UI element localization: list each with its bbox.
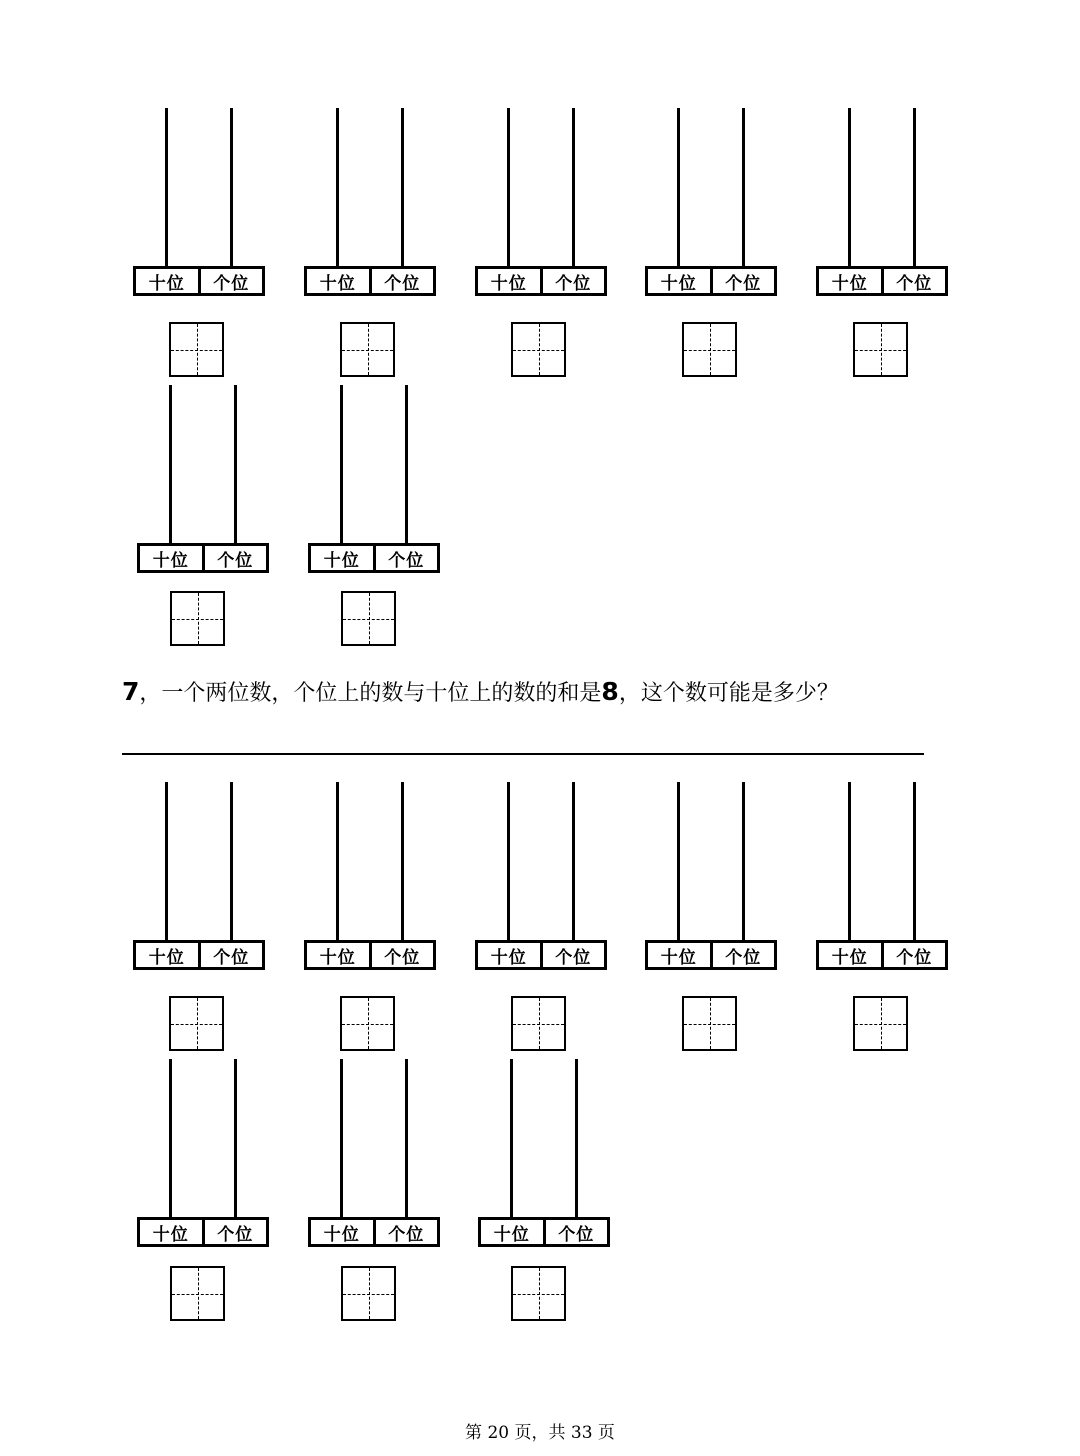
ones-rod (405, 385, 408, 545)
ones-label: 个位 (710, 269, 775, 293)
tens-label: 十位 (323, 550, 360, 571)
tens-label: 十位 (831, 273, 868, 294)
ones-label: 个位 (198, 943, 263, 967)
abacus (308, 1059, 440, 1247)
ones-label: 个位 (373, 546, 438, 570)
tens-rod (507, 108, 510, 268)
abacus-base (816, 266, 948, 296)
answer-box[interactable] (853, 322, 908, 377)
tens-rod (165, 108, 168, 268)
abacus-base (478, 1217, 610, 1247)
answer-box[interactable] (341, 1266, 396, 1321)
abacus-base (137, 1217, 269, 1247)
question-text-after: ，这个数可能是多少？ (618, 681, 839, 706)
tens-label: 十位 (148, 273, 185, 294)
tens-rod (165, 782, 168, 942)
abacus (816, 108, 948, 296)
answer-box[interactable] (340, 996, 395, 1051)
answer-box[interactable] (170, 1266, 225, 1321)
ones-label: 个位 (543, 1220, 608, 1244)
page-footer: 第 20 页，共 33 页 (465, 1423, 615, 1443)
abacus (475, 782, 607, 970)
abacus-base (816, 940, 948, 970)
answer-box[interactable] (511, 1266, 566, 1321)
abacus-base (475, 940, 607, 970)
abacus-base (645, 940, 777, 970)
abacus (816, 782, 948, 970)
ones-rod (913, 108, 916, 268)
tens-label: 十位 (660, 273, 697, 294)
answer-box[interactable] (682, 322, 737, 377)
abacus-base (133, 266, 265, 296)
ones-label: 个位 (881, 269, 946, 293)
abacus-base (645, 266, 777, 296)
tens-label: 十位 (319, 947, 356, 968)
tens-label: 十位 (319, 273, 356, 294)
ones-label: 个位 (198, 269, 263, 293)
abacus-base (308, 543, 440, 573)
ones-rod (401, 782, 404, 942)
tens-rod (510, 1059, 513, 1219)
tens-rod (336, 108, 339, 268)
abacus-base (308, 1217, 440, 1247)
tens-rod (677, 108, 680, 268)
abacus (645, 108, 777, 296)
ones-rod (742, 782, 745, 942)
abacus (478, 1059, 610, 1247)
answer-box[interactable] (169, 322, 224, 377)
abacus (645, 782, 777, 970)
tens-rod (848, 782, 851, 942)
tens-rod (169, 1059, 172, 1219)
answer-box[interactable] (853, 996, 908, 1051)
tens-rod (340, 1059, 343, 1219)
tens-label: 十位 (148, 947, 185, 968)
question-number: 7 (122, 677, 140, 706)
tens-label: 十位 (831, 947, 868, 968)
answer-box[interactable] (170, 591, 225, 646)
ones-rod (913, 782, 916, 942)
ones-rod (742, 108, 745, 268)
answer-box[interactable] (341, 591, 396, 646)
answer-box[interactable] (340, 322, 395, 377)
answer-box[interactable] (511, 996, 566, 1051)
ones-label: 个位 (710, 943, 775, 967)
ones-label: 个位 (369, 269, 434, 293)
tens-label: 十位 (493, 1224, 530, 1245)
tens-rod (677, 782, 680, 942)
abacus-base (304, 940, 436, 970)
abacus (137, 1059, 269, 1247)
answer-box[interactable] (511, 322, 566, 377)
ones-rod (572, 108, 575, 268)
question-text-before: ，一个两位数，个位上的数与十位上的数的和是 (139, 681, 602, 706)
tens-label: 十位 (152, 1224, 189, 1245)
ones-label: 个位 (540, 943, 605, 967)
abacus-base (304, 266, 436, 296)
abacus (304, 108, 436, 296)
answer-line[interactable] (122, 753, 924, 755)
tens-rod (507, 782, 510, 942)
abacus-base (133, 940, 265, 970)
abacus-base (475, 266, 607, 296)
ones-rod (572, 782, 575, 942)
abacus (475, 108, 607, 296)
question-7 (122, 676, 839, 707)
abacus (133, 108, 265, 296)
abacus (308, 385, 440, 573)
ones-rod (405, 1059, 408, 1219)
abacus (137, 385, 269, 573)
question-sum-value: 8 (601, 677, 619, 706)
abacus-base (137, 543, 269, 573)
tens-label: 十位 (490, 947, 527, 968)
ones-rod (230, 108, 233, 268)
tens-label: 十位 (660, 947, 697, 968)
ones-rod (575, 1059, 578, 1219)
ones-label: 个位 (202, 546, 267, 570)
abacus (304, 782, 436, 970)
tens-label: 十位 (323, 1224, 360, 1245)
ones-label: 个位 (540, 269, 605, 293)
tens-rod (340, 385, 343, 545)
tens-rod (336, 782, 339, 942)
tens-label: 十位 (490, 273, 527, 294)
tens-label: 十位 (152, 550, 189, 571)
tens-rod (169, 385, 172, 545)
tens-rod (848, 108, 851, 268)
ones-label: 个位 (373, 1220, 438, 1244)
ones-rod (230, 782, 233, 942)
ones-label: 个位 (369, 943, 434, 967)
ones-label: 个位 (881, 943, 946, 967)
answer-box[interactable] (169, 996, 224, 1051)
ones-rod (401, 108, 404, 268)
answer-box[interactable] (682, 996, 737, 1051)
ones-rod (234, 385, 237, 545)
ones-rod (234, 1059, 237, 1219)
ones-label: 个位 (202, 1220, 267, 1244)
abacus (133, 782, 265, 970)
